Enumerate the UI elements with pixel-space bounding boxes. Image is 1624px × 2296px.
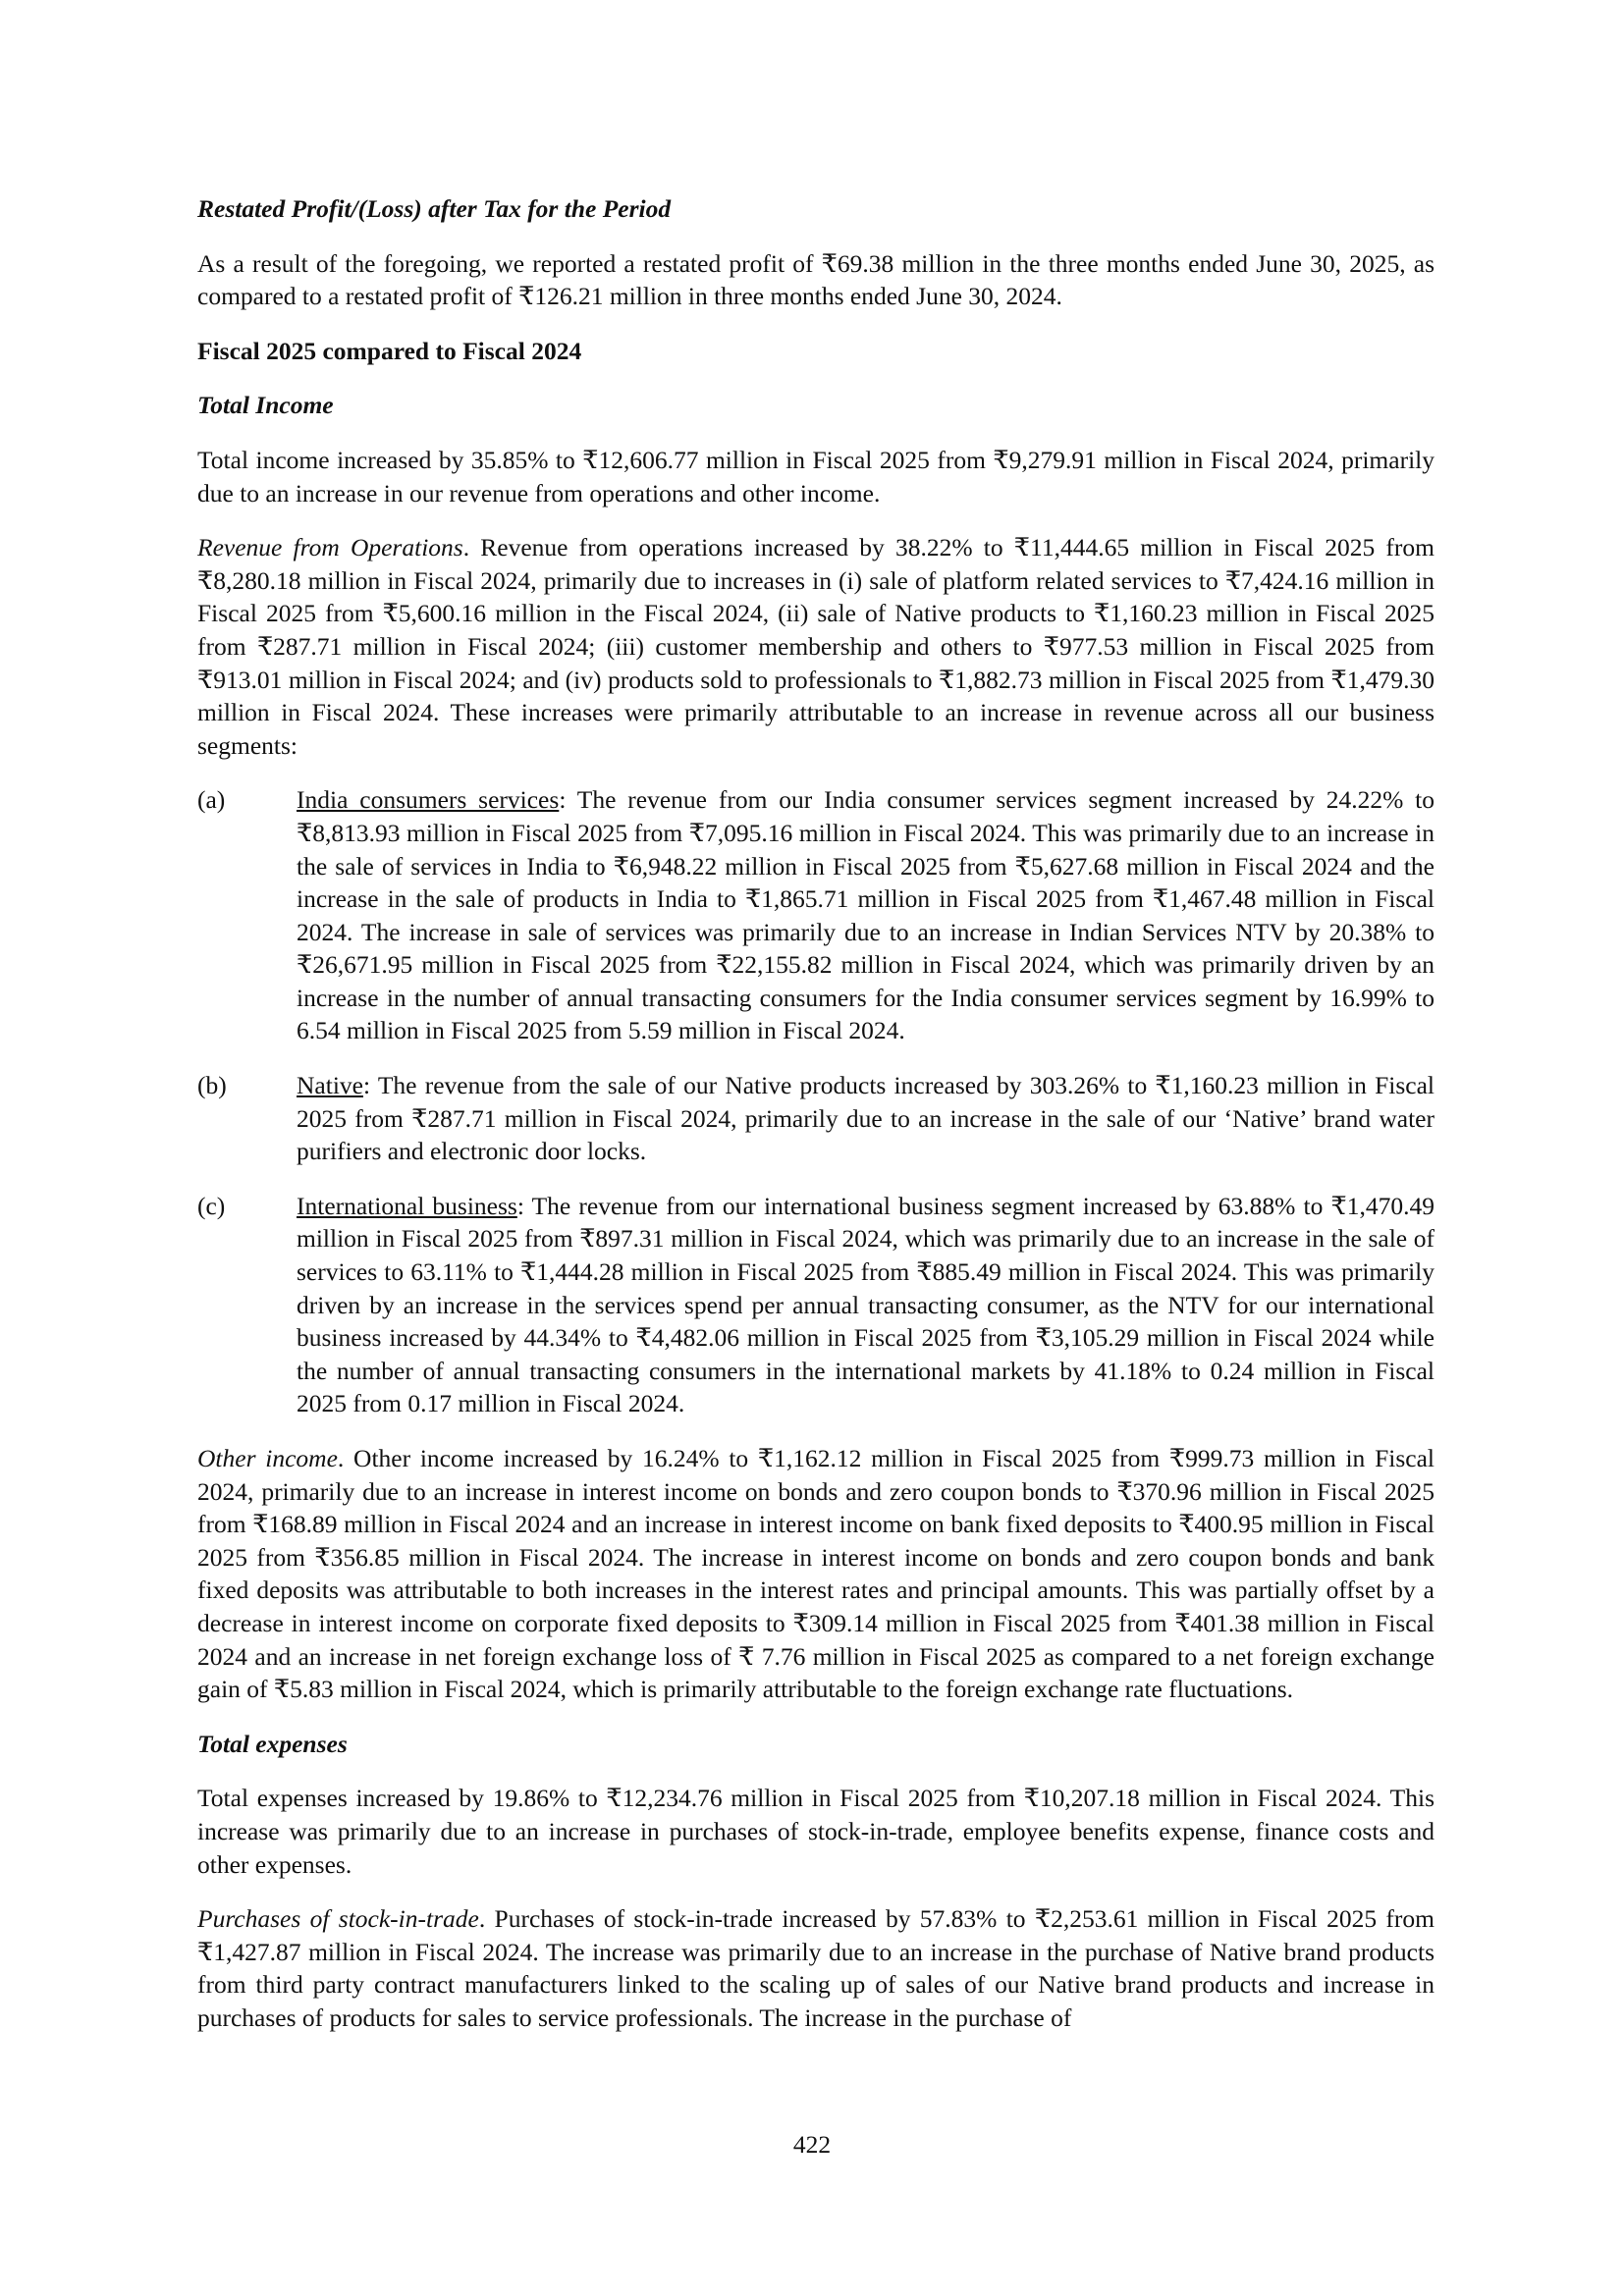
segment-title: India consumers services bbox=[297, 785, 560, 815]
section-heading-total-expenses: Total expenses bbox=[197, 1729, 348, 1758]
paragraph-restated-profit: As a result of the foregoing, we reported a restated profit of ₹69.38 million in the three months ended June 30, 2025, as compared to a restated profit of ₹126.21 million in three months ended June 30, 2024. bbox=[197, 248, 1435, 311]
page-body bbox=[197, 192, 1435, 2056]
page-number: 422 bbox=[792, 2130, 832, 2159]
segment-body: : The revenue from the sale of our Native products increased by 303.26% to ₹1,160.23 million in Fiscal 2025 from ₹287.71 million in Fiscal 2024, primarily due to an increase in the sale of our ‘Native’ brand water purifiers and electronic door locks. bbox=[297, 1071, 1435, 1166]
list-item-text bbox=[297, 783, 1435, 1047]
revenue-body-text: . Revenue from operations increased by 38.22% to ₹11,444.65 million in Fiscal 2025 from ₹8,280.18 million in Fiscal 2024, primarily due to increases in (i) sale of platform related services to ₹7,424.16 million in Fiscal 2025 from ₹5,600.16 million in the Fiscal 2024, (ii) sale of Native products to ₹1,160.23 million in Fiscal 2025 from ₹287.71 million in Fiscal 2024; (iii) customer membership and others to ₹977.53 million in Fiscal 2025 from ₹913.01 million in Fiscal 2024; and (iv) products sold to professionals to ₹1,882.73 million in Fiscal 2025 from ₹1,479.30 million in Fiscal 2024. These increases were primarily attributable to an increase in revenue across all our business segments: bbox=[197, 533, 1435, 760]
paragraph-other-income bbox=[197, 1442, 1435, 1706]
list-item-text bbox=[297, 1069, 1435, 1168]
paragraph-total-expenses: Total expenses increased by 19.86% to ₹12,234.76 million in Fiscal 2025 from ₹10,207.18 million in Fiscal 2024. This increase was primarily due to an increase in purchases of stock-in-trade, employee benefits expense, finance costs and other expenses. bbox=[197, 1784, 1435, 1879]
segment-title: International business bbox=[297, 1191, 517, 1220]
purchases-body-text: . Purchases of stock-in-trade increased by 57.83% to ₹2,253.61 million in Fiscal 2025 from ₹1,427.87 million in Fiscal 2024. The increase was primarily due to an increase in the purchase of Native brand products from third party contract manufacturers linked to the scaling up of sales of our Native brand products and increase in purchases of products for sales to service professionals. The increase in the purchase of bbox=[197, 1904, 1435, 2032]
paragraph-revenue-from-operations bbox=[197, 531, 1435, 762]
paragraph-total-income: Total income increased by 35.85% to ₹12,606.77 million in Fiscal 2025 from ₹9,279.91 million in Fiscal 2024, primarily due to an increase in our revenue from operations and other income. bbox=[197, 445, 1435, 507]
purchases-lead-term: Purchases of stock-in-trade bbox=[197, 1904, 479, 1934]
other-income-lead-term: Other income bbox=[197, 1444, 338, 1472]
list-item bbox=[197, 783, 1435, 1047]
segment-body: : The revenue from our India consumer services segment increased by 24.22% to ₹8,813.93 million in Fiscal 2025 from ₹7,095.16 million in Fiscal 2024. This was primarily due to an increase in the sale of services in India to ₹6,948.22 million in Fiscal 2025 from ₹5,627.68 million in Fiscal 2024 and the increase in the sale of products in India to ₹1,865.71 million in Fiscal 2025 from ₹1,467.48 million in Fiscal 2024. The increase in sale of services was primarily due to an increase in Indian Services NTV by 20.38% to ₹26,671.95 million in Fiscal 2025 from ₹22,155.82 million in Fiscal 2024, which was primarily driven by an increase in the number of annual transacting consumers for the India consumer services segment by 16.99% to 6.54 million in Fiscal 2025 from 5.59 million in Fiscal 2024. bbox=[297, 785, 1435, 1045]
list-marker: (a) bbox=[197, 785, 226, 815]
list-item bbox=[197, 1069, 1435, 1168]
list-marker: (c) bbox=[197, 1191, 226, 1220]
section-heading-restated-profit: Restated Profit/(Loss) after Tax for the Period bbox=[197, 194, 672, 223]
other-income-body-text: . Other income increased by 16.24% to ₹1,162.12 million in Fiscal 2025 from ₹999.73 million in Fiscal 2024, primarily due to an increase in interest income on bonds and zero coupon bonds to ₹370.96 million in Fiscal 2025 from ₹168.89 million in Fiscal 2024 and an increase in interest income on bank fixed deposits to ₹400.95 million in Fiscal 2025 from ₹356.85 million in Fiscal 2024. The increase in interest income on bonds and zero coupon bonds and bank fixed deposits was attributable to both increases in the interest rates and principal amounts. This was partially offset by a decrease in interest income on corporate fixed deposits to ₹309.14 million in Fiscal 2025 from ₹401.38 million in Fiscal 2024 and an increase in net foreign exchange loss of ₹ 7.76 million in Fiscal 2025 as compared to a net foreign exchange gain of ₹5.83 million in Fiscal 2024, which is primarily attributable to the foreign exchange rate fluctuations. bbox=[197, 1444, 1435, 1704]
segment-title: Native bbox=[297, 1071, 363, 1100]
section-heading-fiscal-comparison: Fiscal 2025 compared to Fiscal 2024 bbox=[197, 336, 582, 365]
list-item-text bbox=[297, 1190, 1435, 1420]
segment-list bbox=[197, 783, 1435, 1420]
revenue-lead-term: Revenue from Operations bbox=[197, 533, 463, 562]
segment-body: : The revenue from our international business segment increased by 63.88% to ₹1,470.49 million in Fiscal 2025 from ₹897.31 million in Fiscal 2024, which was primarily due to an increase in the sale of services to 63.11% to ₹1,444.28 million in Fiscal 2025 from ₹885.49 million in Fiscal 2024. This was primarily driven by an increase in the services spend per annual transacting consumer, as the NTV for our international business increased by 44.34% to ₹4,482.06 million in Fiscal 2025 from ₹3,105.29 million in Fiscal 2024 while the number of annual transacting consumers in the international markets by 41.18% to 0.24 million in Fiscal 2025 from 0.17 million in Fiscal 2024. bbox=[297, 1191, 1435, 1418]
section-heading-total-income: Total Income bbox=[197, 391, 334, 420]
paragraph-purchases-stock-in-trade bbox=[197, 1902, 1435, 2034]
list-item bbox=[197, 1190, 1435, 1420]
list-marker: (b) bbox=[197, 1071, 227, 1100]
